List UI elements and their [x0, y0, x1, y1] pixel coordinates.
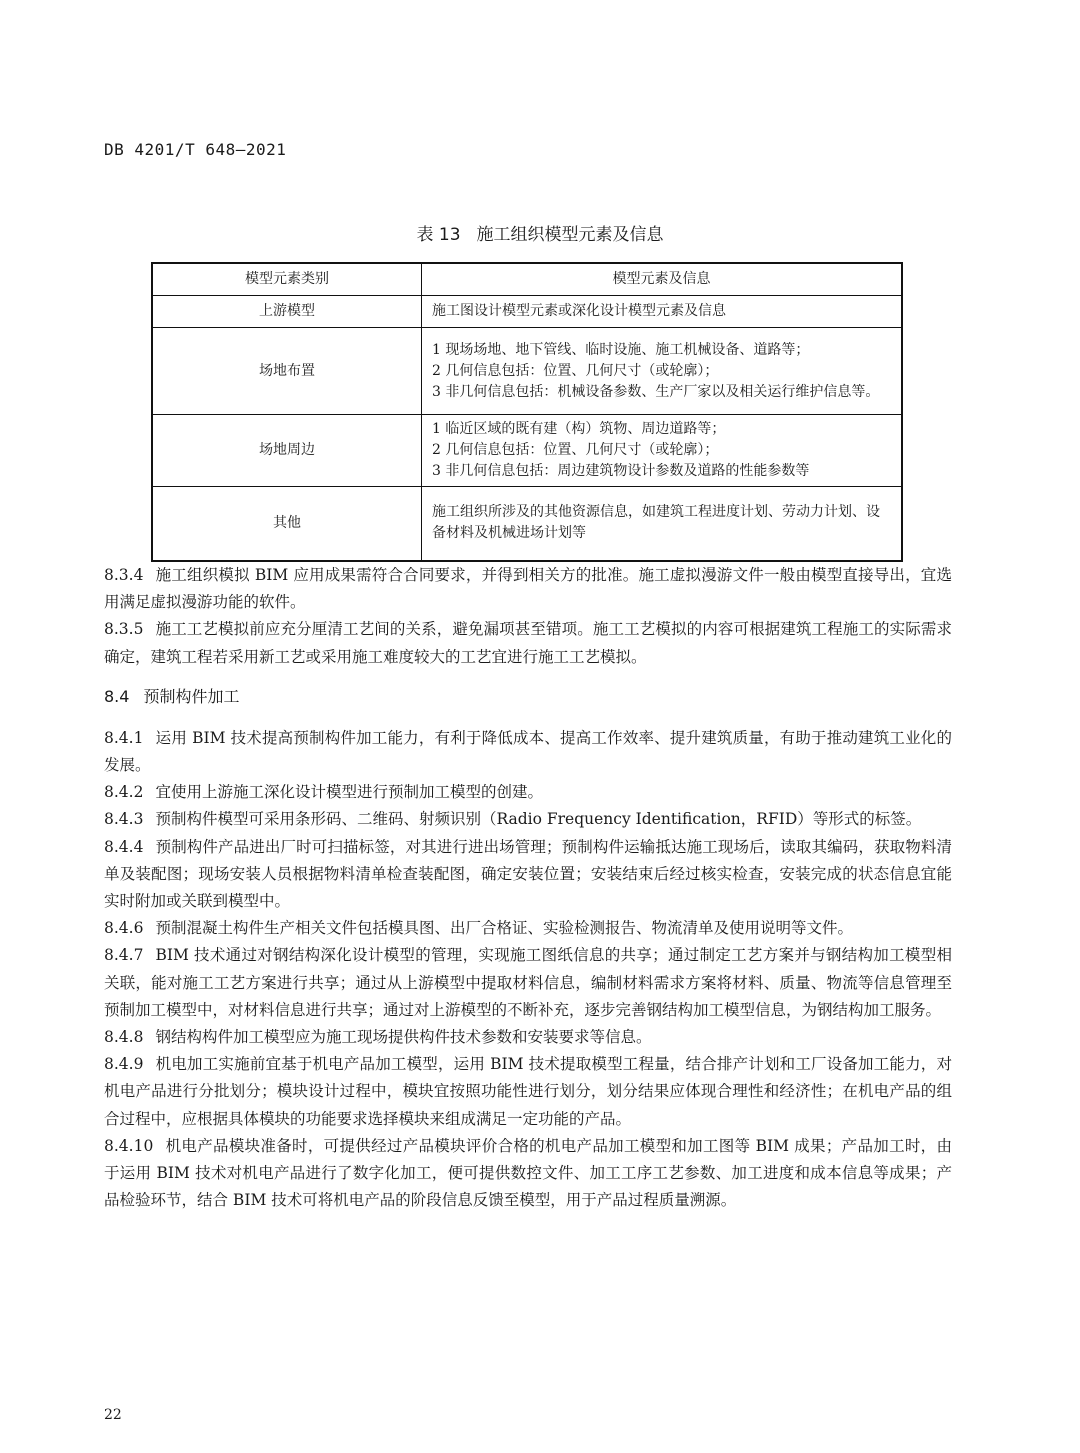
table-header-info: 模型元素及信息 [422, 263, 903, 296]
clause-number: 8.3.5 [104, 620, 144, 639]
clause-paragraph [104, 915, 952, 942]
table-cell-category: 场地布置 [152, 328, 422, 415]
clause-paragraph [104, 1133, 952, 1215]
clause-number: 8.4.2 [104, 783, 144, 802]
table-cell-info [422, 296, 903, 328]
table-header-category: 模型元素类别 [152, 263, 422, 296]
clause-paragraph [104, 834, 952, 916]
table-cell-info [422, 415, 903, 487]
table-row [152, 415, 902, 487]
clause-number: 8.4.6 [104, 919, 144, 938]
info-line: 3 非几何信息包括：周边建筑物设计参数及道路的性能参数等 [432, 463, 810, 479]
table-title: 施工组织模型元素及信息 [476, 225, 664, 245]
body-text [104, 562, 952, 1214]
info-line: 施工组织所涉及的其他资源信息，如建筑工程进度计划、劳动力计划、设备材料及机械进场计划等 [432, 504, 880, 542]
table-caption [0, 220, 1080, 245]
info-line: 1 现场场地、地下管线、临时设施、施工机械设备、道路等； [432, 341, 810, 358]
clause-text: BIM 技术通过对钢结构深化设计模型的管理，实现施工图纸信息的共享；通过制定工艺方案并与钢结构加工模型相关联，能对施工工艺方案进行共享；通过从上游模型中提取材料信息，编制材料需求方案将材料、质量、物流等信息管理至预制加工模型中，对材料信息进行共享；通过对上游模型的不断补充，逐步完善钢结构加工模型信息，为钢结构加工服务。 [104, 946, 952, 1019]
clause-number: 8.4.9 [104, 1055, 144, 1074]
section-title: 预制构件加工 [143, 686, 240, 706]
clause-text: 运用 BIM 技术提高预制构件加工能力，有利于降低成本、提高工作效率、提升建筑质量，有助于推动建筑工业化的发展。 [104, 728, 952, 775]
info-line: 3 非几何信息包括：机械设备参数、生产厂家以及相关运行维护信息等。 [432, 383, 880, 400]
info-line: 施工图设计模型元素或深化设计模型元素及信息 [432, 303, 726, 319]
clause-text: 施工组织模拟 BIM 应用成果需符合合同要求，并得到相关方的批准。施工虚拟漫游文件一般由模型直接导出，宜选用满足虚拟漫游功能的软件。 [104, 566, 952, 612]
clause-text: 钢结构构件加工模型应为施工现场提供构件技术参数和安装要求等信息。 [155, 1028, 652, 1047]
page-number: 22 [104, 1407, 122, 1423]
clause-paragraph [104, 1051, 952, 1133]
clause-number: 8.4.3 [104, 810, 144, 829]
clause-text: 施工工艺模拟前应充分厘清工艺间的关系，避免漏项甚至错项。施工工艺模拟的内容可根据建筑工程施工的实际需求确定，建筑工程若采用新工艺或采用施工难度较大的工艺宜进行施工工艺模拟。 [104, 620, 952, 666]
clause-number: 8.3.4 [104, 566, 144, 584]
section-heading [104, 682, 952, 712]
table-row [152, 296, 902, 328]
clause-number: 8.4.8 [104, 1028, 144, 1047]
clause-text: 预制构件产品进出厂时可扫描标签，对其进行进出场管理；预制构件运输抵达施工现场后，读取其编码，获取物料清单及装配图；现场安装人员根据物料清单检查装配图，确定安装位置；安装结束后经过核实检查，安装完成的状态信息宜能实时附加或关联到模型中。 [104, 837, 952, 911]
table-row [152, 487, 902, 561]
table-cell-info [422, 487, 903, 561]
info-line: 1 临近区域的既有建（构）筑物、周边道路等； [432, 421, 726, 437]
clause-paragraph [104, 1024, 952, 1051]
clause-number: 8.4.7 [104, 946, 144, 965]
clause-number: 8.4.10 [104, 1136, 154, 1155]
clause-text: 预制混凝土构件生产相关文件包括模具图、出厂合格证、实验检测报告、物流清单及使用说明等文件。 [155, 919, 853, 938]
clause-text: 机电产品模块准备时，可提供经过产品模块评价合格的机电产品加工模型和加工图等 BIM 成果；产品加工时，由于运用 BIM 技术对机电产品进行了数字化加工，便可提供数控文件、加工工序工艺参数、加工进度和成本信息等成果；产品检验环节，结合 BIM 技术可将机电产品的阶段信息反馈至模型，用于产品过程质量溯源。 [104, 1136, 952, 1210]
clause-paragraph [104, 942, 952, 1024]
clause-paragraph [104, 725, 952, 779]
section-number: 8.4 [104, 686, 130, 706]
document-code: DB 4201/T 648—2021 [104, 140, 287, 159]
clause-paragraph [104, 779, 952, 806]
table-header-row [152, 263, 902, 296]
clause-number: 8.4.1 [104, 728, 144, 747]
clause-paragraph [104, 562, 952, 616]
clause-text: 宜使用上游施工深化设计模型进行预制加工模型的创建。 [155, 783, 543, 802]
model-elements-table [151, 262, 903, 562]
clause-paragraph [104, 616, 952, 670]
table-cell-category: 其他 [152, 487, 422, 561]
table-row [152, 328, 902, 415]
table-cell-info [422, 328, 903, 415]
clause-text: 预制构件模型可采用条形码、二维码、射频识别（Radio Frequency Identification，RFID）等形式的标签。 [155, 810, 922, 829]
table-number: 表 13 [416, 225, 461, 245]
info-line: 2 几何信息包括：位置、几何尺寸（或轮廓）； [432, 442, 719, 458]
info-line: 2 几何信息包括：位置、几何尺寸（或轮廓）； [432, 362, 719, 379]
clause-paragraph [104, 806, 952, 833]
clause-number: 8.4.4 [104, 837, 144, 856]
table-cell-category: 场地周边 [152, 415, 422, 487]
table-cell-category: 上游模型 [152, 296, 422, 328]
clause-text: 机电加工实施前宜基于机电产品加工模型，运用 BIM 技术提取模型工程量，结合排产计划和工厂设备加工能力，对机电产品进行分批划分；模块设计过程中，模块宜按照功能性进行划分，划分结果应体现合理性和经济性；在机电产品的组合过程中，应根据具体模块的功能要求选择模块来组成满足一定功能的产品。 [104, 1055, 952, 1128]
